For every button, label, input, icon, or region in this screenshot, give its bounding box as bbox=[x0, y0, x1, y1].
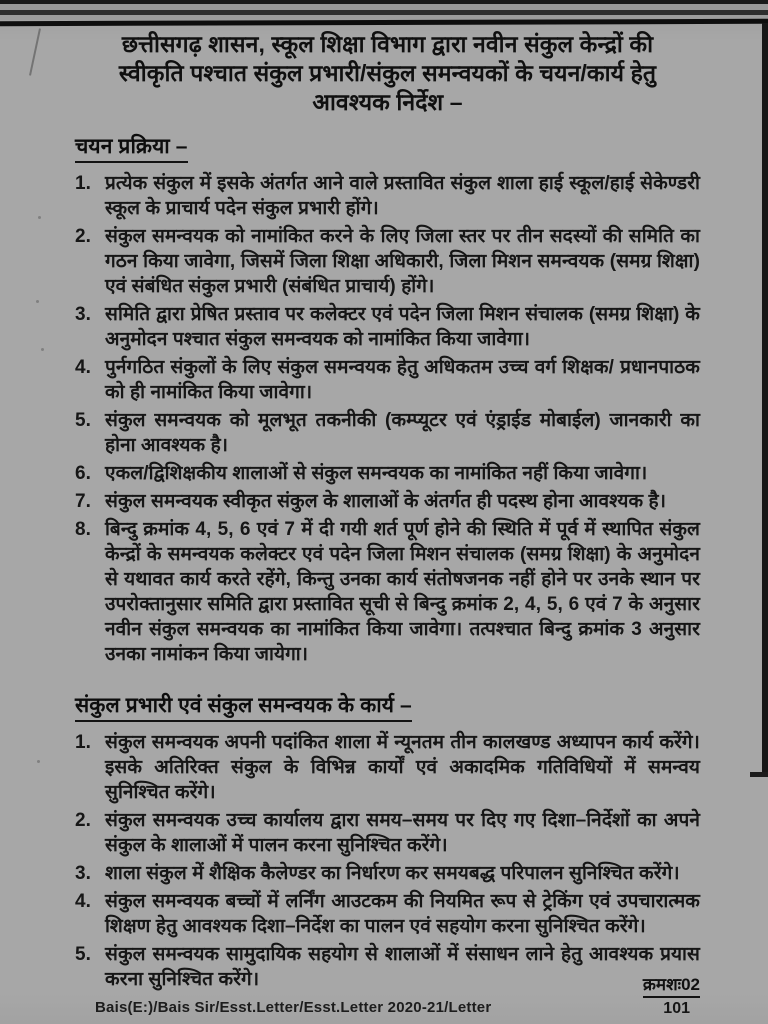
list-item bbox=[75, 408, 700, 458]
scan-right-edge-dash bbox=[750, 772, 768, 777]
item-text: बिन्दु क्रमांक 4, 5, 6 एवं 7 में दी गयी शर्त पूर्ण होने की स्थिति में पूर्व में स्थापित संकुल केन्द्रों के समन्वयक कलेक्टर एवं पदेन जिला मिशन संचालक (समग्र शिक्षा) के अनुमोदन से यथावत कार्य करते रहेंगे, किन्तु उनका कार्य संतोषजनक नहीं होने पर उनके स्थान पर उपरोक्तानुसार समिति द्वारा प्रस्तावित सूची से बिन्दु क्रमांक 2, 4, 5, 6 एवं 7 के अनुसार नवीन संकुल समन्वयक का नामांकित किया जावेगा। तत्पश्चात बिन्दु क्रमांक 3 अनुसार उनका नामांकन किया जायेगा। bbox=[105, 519, 700, 665]
item-text: संकुल समन्वयक बच्चों में लर्निंग आउटकम की नियमित रूप से ट्रेकिंग एवं उपचारात्मक शिक्षण हेतु आवश्यक दिशा–निर्देश का पालन एवं सहयोग करना सुनिश्चित करेंगे। bbox=[105, 891, 700, 937]
item-text: संकुल समन्वयक को नामांकित करने के लिए जिला स्तर पर तीन सदस्यों की समिति का गठन किया जावेगा, जिसमें जिला शिक्षा अधिकारी, जिला मिशन समन्वयक (समग्र शिक्षा) एवं संबंधित संकुल प्रभारी (संबंधित प्राचार्य) होंगे। bbox=[105, 226, 700, 297]
scan-speck bbox=[38, 216, 41, 219]
list-item bbox=[75, 942, 700, 992]
title-line-2: स्वीकृति पश्चात संकुल प्रभारी/संकुल समन्वयकों के चयन/कार्य हेतु bbox=[118, 60, 657, 86]
item-number: 4. bbox=[75, 891, 92, 912]
item-number: 7. bbox=[75, 491, 92, 512]
item-text: संकुल समन्वयक स्वीकृत संकुल के शालाओं के अंतर्गत ही पदस्थ होना आवश्यक है। bbox=[105, 491, 667, 512]
item-number: 2. bbox=[75, 810, 92, 831]
list-item bbox=[75, 461, 700, 486]
scan-scratch-mark bbox=[29, 28, 41, 75]
scan-speck bbox=[41, 348, 44, 351]
scan-right-edge-strip bbox=[762, 23, 768, 777]
list-item bbox=[75, 355, 700, 405]
list-item bbox=[75, 489, 700, 514]
scan-edge-rule bbox=[0, 19, 768, 26]
item-text: शाला संकुल में शैक्षिक कैलेण्डर का निर्धारण कर समयबद्ध परिपालन सुनिश्चित करेंगे। bbox=[105, 863, 680, 884]
item-number: 3. bbox=[75, 304, 92, 325]
item-number: 3. bbox=[75, 863, 92, 884]
page-number: 101 bbox=[663, 1000, 690, 1017]
title-line-3: आवश्यक निर्देश – bbox=[312, 89, 463, 115]
item-text: एकल/द्विशिक्षकीय शालाओं से संकुल समन्वयक का नामांकित नहीं किया जावेगा। bbox=[105, 463, 648, 484]
item-number: 4. bbox=[75, 357, 92, 378]
section-duties bbox=[75, 670, 700, 992]
list-item bbox=[75, 730, 700, 805]
scan-speck bbox=[36, 300, 39, 303]
item-number: 1. bbox=[75, 173, 92, 194]
section-heading-duties: संकुल प्रभारी एवं संकुल समन्वयक के कार्य – bbox=[75, 694, 412, 722]
list-item bbox=[75, 171, 700, 221]
section-heading-selection-process: चयन प्रक्रिया – bbox=[75, 135, 188, 163]
list-item bbox=[75, 517, 700, 667]
list-item bbox=[75, 861, 700, 886]
item-number: 1. bbox=[75, 732, 92, 753]
list-item bbox=[75, 889, 700, 939]
title-line-1: छत्तीसगढ़ शासन, स्कूल शिक्षा विभाग द्वारा नवीन संकुल केन्द्रों की bbox=[121, 31, 654, 57]
item-number: 5. bbox=[75, 410, 92, 431]
item-text: समिति द्वारा प्रेषित प्रस्ताव पर कलेक्टर एवं पदेन जिला मिशन संचालक (समग्र शिक्षा) के अनुमोदन पश्चात संकुल समन्वयक को नामांकित किया जावेगा। bbox=[105, 304, 700, 350]
item-text: संकुल समन्वयक उच्च कार्यालय द्वारा समय–समय पर दिए गए दिशा–निर्देशों का अपने संकुल के शालाओं में पालन करना सुनिश्चित करेंगे। bbox=[105, 810, 700, 856]
item-number: 8. bbox=[75, 519, 92, 540]
list-item bbox=[75, 302, 700, 352]
item-text: पुर्नगठित संकुलों के लिए संकुल समन्वयक हेतु अधिकतम उच्च वर्ग शिक्षक/ प्रधानपाठक को ही नामांकित किया जावेगा। bbox=[105, 357, 700, 403]
item-number: 2. bbox=[75, 226, 92, 247]
file-path-footer: Bais(E:)/Bais Sir/Esst.Letter/Esst.Letter 2020-21/Letter bbox=[95, 999, 492, 1016]
item-number: 5. bbox=[75, 944, 92, 965]
item-text: संकुल समन्वयक सामुदायिक सहयोग से शालाओं में संसाधन लाने हेतु आवश्यक प्रयास करना सुनिश्चित करेंगे। bbox=[105, 944, 700, 990]
item-number: 6. bbox=[75, 463, 92, 484]
section-selection-process bbox=[75, 125, 700, 667]
continuation-label: क्रमशः02 bbox=[643, 972, 700, 998]
list-item bbox=[75, 808, 700, 858]
document-body bbox=[75, 30, 700, 995]
item-text: संकुल समन्वयक को मूलभूत तकनीकी (कम्प्यूटर एवं एंड्राईड मोबाईल) जानकारी का होना आवश्यक है। bbox=[105, 410, 700, 456]
document-title bbox=[87, 30, 688, 117]
list-item bbox=[75, 224, 700, 299]
item-text: प्रत्येक संकुल में इसके अंतर्गत आने वाले प्रस्तावित संकुल शाला हाई स्कूल/हाई सेकेण्डरी स्कूल के प्राचार्य पदेन संकुल प्रभारी होंगे। bbox=[105, 173, 700, 219]
item-text: संकुल समन्वयक अपनी पदांकित शाला में न्यूनतम तीन कालखण्ड अध्यापन कार्य करेंगे। इसके अतिरिक्त संकुल के विभिन्न कार्यों एवं अकादमिक गतिविधियों में समन्वय सुनिश्चित करेंगे। bbox=[105, 732, 700, 803]
scan-speck bbox=[37, 760, 40, 763]
